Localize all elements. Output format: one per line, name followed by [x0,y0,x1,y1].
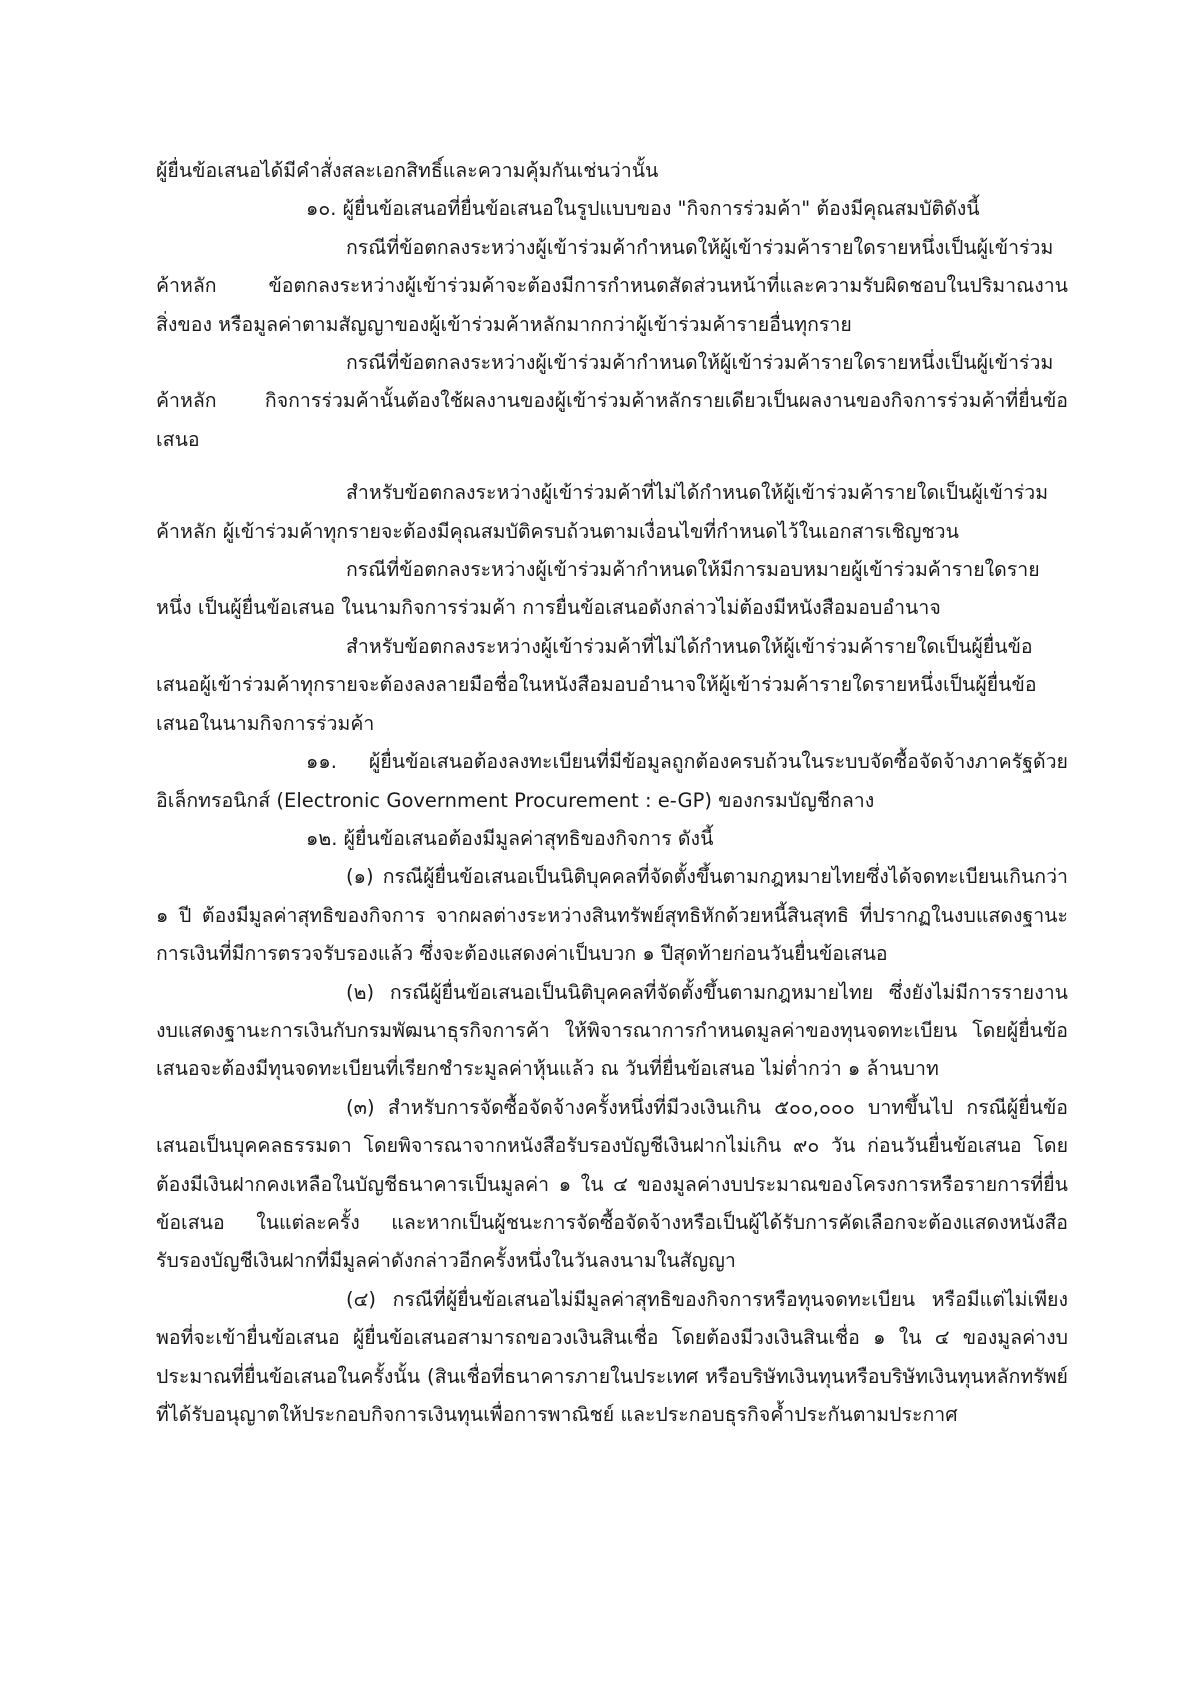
paragraph-assigned-bidder: กรณีที่ข้อตกลงระหว่างผู้เข้าร่วมค้ากำหนดให้มีการมอบหมายผู้เข้าร่วมค้ารายใดรายหนึ่ง เป็นผู้ยื่นข้อเสนอ ในนามกิจการร่วมค้า การยื่นข้อเสนอดังกล่าวไม่ต้องมีหนังสือมอบอำนาจ [156,558,1040,620]
subclause-12-2: (๒) กรณีผู้ยื่นข้อเสนอเป็นนิติบุคคลที่จัดตั้งขึ้นตามกฎหมายไทย ซึ่งยังไม่มีการรายงานงบแสดงฐานะการเงินกับกรมพัฒนาธุรกิจการค้า ให้พิจารณาการกำหนดมูลค่าของทุนจดทะเบียน โดยผู้ยื่นข้อเสนอจะต้องมีทุนจดทะเบียนที่เรียกชำระมูลค่าหุ้นแล้ว ณ วันที่ยื่นข้อเสนอ ไม่ต่ำกว่า ๑ ล้านบาท [156,980,1068,1081]
paragraph-waiver-continuation: ผู้ยื่นข้อเสนอได้มีคำสั่งสละเอกสิทธิ์และความคุ้มกันเช่นว่านั้น [156,159,659,182]
paragraph-lead-partner-portfolio: กรณีที่ข้อตกลงระหว่างผู้เข้าร่วมค้ากำหนดให้ผู้เข้าร่วมค้ารายใดรายหนึ่งเป็นผู้เข้าร่วมค้าหลัก กิจการร่วมค้านั้นต้องใช้ผลงานของผู้เข้าร่วมค้าหลักรายเดียวเป็นผลงานของกิจการร่วมค้าที่ยื่นข้อเสนอ [156,351,1068,451]
paragraph-lead-partner-proportion: กรณีที่ข้อตกลงระหว่างผู้เข้าร่วมค้ากำหนดให้ผู้เข้าร่วมค้ารายใดรายหนึ่งเป็นผู้เข้าร่วมค้าหลัก ข้อตกลงระหว่างผู้เข้าร่วมค้าจะต้องมีการกำหนดสัดส่วนหน้าที่และความรับผิดชอบในปริมาณงาน สิ่งของ หรือมูลค่าตามสัญญาของผู้เข้าร่วมค้าหลักมากกว่าผู้เข้าร่วมค้ารายอื่นทุกราย [156,235,1068,336]
paragraph-no-lead-partner: สำหรับข้อตกลงระหว่างผู้เข้าร่วมค้าที่ไม่ได้กำหนดให้ผู้เข้าร่วมค้ารายใดเป็นผู้เข้าร่วมค้าหลัก ผู้เข้าร่วมค้าทุกรายจะต้องมีคุณสมบัติครบถ้วนตามเงื่อนไขที่กำหนดไว้ในเอกสารเชิญชวน [156,481,1049,543]
subclause-12-4: (๔) กรณีที่ผู้ยื่นข้อเสนอไม่มีมูลค่าสุทธิของกิจการหรือทุนจดทะเบียน หรือมีแต่ไม่เพียงพอที่จะเข้ายื่นข้อเสนอ ผู้ยื่นข้อเสนอสามารถขอวงเงินสินเชื่อ โดยต้องมีวงเงินสินเชื่อ ๑ ใน ๔ ของมูลค่างบประมาณที่ยื่นข้อเสนอในครั้งนั้น (สินเชื่อที่ธนาคารภายในประเทศ หรือบริษัทเงินทุนหรือบริษัทเงินทุนหลักทรัพย์ที่ได้รับอนุญาตให้ประกอบกิจการเงินทุนเพื่อการพาณิชย์ และประกอบธุรกิจค้ำประกันตามประกาศ [156,1287,1068,1426]
clause-12-net-worth: ๑๒. ผู้ยื่นข้อเสนอต้องมีมูลค่าสุทธิของกิจการ ดังนี้ [306,826,714,850]
subclause-12-1: (๑) กรณีผู้ยื่นข้อเสนอเป็นนิติบุคคลที่จัดตั้งขึ้นตามกฎหมายไทยซึ่งได้จดทะเบียนเกินกว่า ๑ ปี ต้องมีมูลค่าสุทธิของกิจการ จากผลต่างระหว่างสินทรัพย์สุทธิหักด้วยหนี้สินสุทธิ ที่ปรากฏในงบแสดงฐานะการเงินที่มีการตรวจรับรองแล้ว ซึ่งจะต้องแสดงค่าเป็นบวก ๑ ปีสุดท้ายก่อนวันยื่นข้อเสนอ [156,865,1068,966]
clause-10-joint-venture: ๑๐. ผู้ยื่นข้อเสนอที่ยื่นข้อเสนอในรูปแบบของ "กิจการร่วมค้า" ต้องมีคุณสมบัติดังนี้ [306,197,980,221]
clause-11-egp-registration: ๑๑. ผู้ยื่นข้อเสนอต้องลงทะเบียนที่มีข้อมูลถูกต้องครบถ้วนในระบบจัดซื้อจัดจ้างภาครัฐด้วยอิเล็กทรอนิกส์ (Electronic Government Procurement : e-GP) ของกรมบัญชีกลาง [156,750,1068,812]
paragraph-power-of-attorney: สำหรับข้อตกลงระหว่างผู้เข้าร่วมค้าที่ไม่ได้กำหนดให้ผู้เข้าร่วมค้ารายใดเป็นผู้ยื่นข้อเสนอผู้เข้าร่วมค้าทุกรายจะต้องลงลายมือชื่อในหนังสือมอบอำนาจให้ผู้เข้าร่วมค้ารายใดรายหนึ่งเป็นผู้ยื่นข้อเสนอในนามกิจการร่วมค้า [156,634,1037,735]
document-body [156,152,1068,1434]
subclause-12-3: (๓) สำหรับการจัดซื้อจัดจ้างครั้งหนึ่งที่มีวงเงินเกิน ๕๐๐,๐๐๐ บาทขึ้นไป กรณีผู้ยื่นข้อเสนอเป็นบุคคลธรรมดา โดยพิจารณาจากหนังสือรับรองบัญชีเงินฝากไม่เกิน ๙๐ วัน ก่อนวันยื่นข้อเสนอ โดยต้องมีเงินฝากคงเหลือในบัญชีธนาคารเป็นมูลค่า ๑ ใน ๔ ของมูลค่างบประมาณของโครงการหรือรายการที่ยื่นข้อเสนอ ในแต่ละครั้ง และหากเป็นผู้ชนะการจัดซื้อจัดจ้างหรือเป็นผู้ได้รับการคัดเลือกจะต้องแสดงหนังสือรับรองบัญชีเงินฝากที่มีมูลค่าดังกล่าวอีกครั้งหนึ่งในวันลงนามในสัญญา [156,1095,1068,1273]
